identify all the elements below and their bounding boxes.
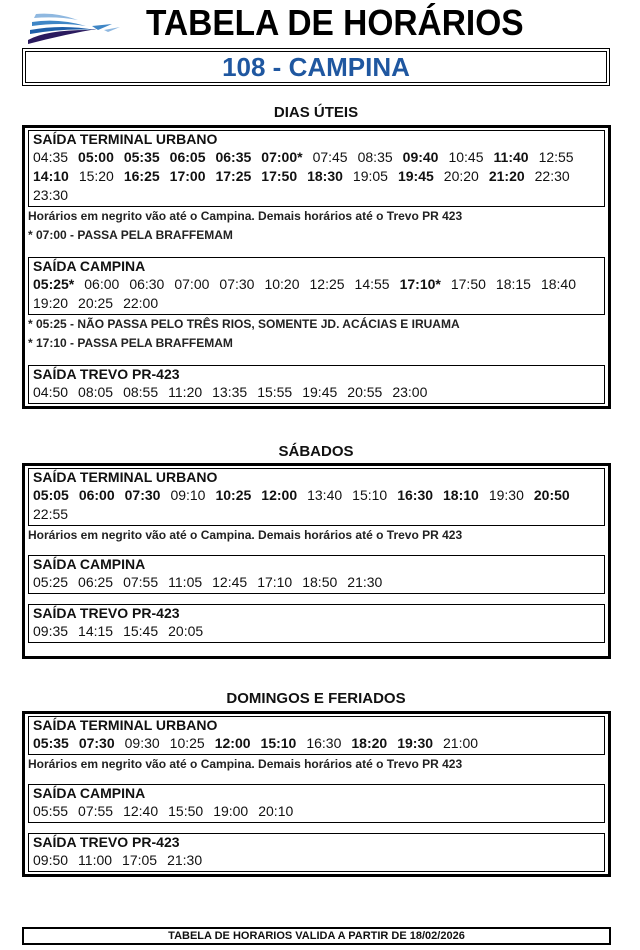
departure-time: 19:45 [302,384,338,400]
departure-times [33,851,600,870]
departure-time: 10:45 [448,149,484,165]
departure-time: 06:35 [215,149,252,165]
departure-time: 05:35 [123,149,160,165]
departure-time: 19:05 [352,168,388,184]
departure-group [28,555,605,594]
departure-times [33,802,600,821]
departure-group [28,716,605,755]
departure-time: 12:55 [538,149,574,165]
departure-time: 20:05 [168,623,204,639]
departure-time: 20:10 [258,803,294,819]
departure-group [28,257,605,315]
schedule-note: * 05:25 - NÃO PASSA PELO TRÊS RIOS, SOMENTE JD. ACÁCIAS E IRUAMA [28,317,460,331]
departure-group [28,468,605,526]
departure-time: 21:20 [488,168,525,184]
departure-time: 07:45 [312,149,348,165]
departure-time: 05:55 [33,803,69,819]
departure-time: 07:30 [124,487,161,503]
departure-time: 12:45 [212,574,248,590]
spacer [25,774,608,782]
departure-time: 05:00 [78,149,114,165]
validity-footer: TABELA DE HORARIOS VALIDA A PARTIR DE 18/02/2026 [22,927,611,945]
day-section-title: DIAS ÚTEIS [273,104,359,121]
departure-times [33,622,600,641]
day-section-title: SÁBADOS [278,443,354,460]
departure-time: 07:55 [78,803,114,819]
spacer [25,353,608,363]
departure-time: 11:00 [78,852,113,868]
schedule-note: * 07:00 - PASSA PELA BRAFFEMAM [28,228,233,242]
departure-time: 08:55 [123,384,159,400]
spacer [25,823,608,831]
departure-time: 15:45 [123,623,159,639]
departure-time: 20:50 [533,487,570,503]
departure-time: 22:30 [534,168,570,184]
departure-time: 09:40 [402,149,439,165]
departure-time: 19:30 [397,735,434,751]
departure-time: 15:10 [352,487,388,503]
departure-time: 05:05 [33,487,69,503]
departure-time: 09:35 [33,623,69,639]
departure-time: 06:30 [129,276,165,292]
departure-time: 17:50 [450,276,486,292]
departure-time: 18:20 [351,735,388,751]
departure-times [33,734,600,753]
schedule-note: Horários em negrito vão até o Campina. Demais horários até o Trevo PR 423 [28,757,463,771]
departure-time: 18:15 [495,276,531,292]
departure-time: 11:05 [168,574,203,590]
departure-group [28,130,605,207]
departure-group-title: SAÍDA TERMINAL URBANO [33,717,218,733]
departure-time: 12:40 [123,803,159,819]
departure-time: 07:00* [261,149,303,165]
route-name: 108 - CAMPINA [222,52,410,82]
departure-time: 06:00 [78,487,115,503]
departure-group [28,784,605,823]
departure-time: 23:30 [33,187,69,203]
departure-time: 04:50 [33,384,69,400]
page-title: TABELA DE HORÁRIOS [146,2,524,43]
departure-group [28,365,605,404]
spacer [25,245,608,255]
departure-time: 23:00 [392,384,428,400]
departure-time: 17:50 [261,168,298,184]
departure-time: 17:25 [215,168,252,184]
day-schedule-box [22,125,611,409]
departure-time: 06:25 [78,574,114,590]
departure-time: 12:25 [309,276,345,292]
departure-time: 20:20 [443,168,479,184]
departure-time: 11:40 [493,149,529,165]
departure-group-title: SAÍDA TERMINAL URBANO [33,469,218,485]
departure-group-title: SAÍDA TREVO PR-423 [33,605,180,621]
departure-time: 22:55 [33,506,69,522]
departure-time: 10:25 [215,487,252,503]
departure-group-title: SAÍDA TREVO PR-423 [33,834,180,850]
departure-time: 08:05 [78,384,114,400]
departure-group-title: SAÍDA CAMPINA [33,258,146,274]
route-box [22,48,610,86]
departure-time: 15:50 [168,803,204,819]
day-section-title: DOMINGOS E FERIADOS [226,690,406,707]
departure-time: 18:10 [443,487,479,503]
departure-time: 18:40 [540,276,576,292]
departure-time: 15:10 [260,735,297,751]
departure-time: 05:25* [33,276,75,292]
wave-ship-logo [26,10,122,44]
departure-time: 17:05 [122,852,158,868]
departure-time: 14:55 [354,276,390,292]
departure-time: 21:00 [443,735,479,751]
departure-times [33,275,600,313]
departure-time: 16:30 [397,487,434,503]
departure-time: 21:30 [167,852,203,868]
departure-time: 09:50 [33,852,69,868]
departure-time: 19:20 [33,295,69,311]
departure-time: 18:30 [307,168,343,184]
departure-time: 14:10 [33,168,69,184]
departure-time: 17:00 [169,168,206,184]
departure-group [28,604,605,643]
departure-time: 05:25 [33,574,69,590]
departure-time: 22:00 [123,295,159,311]
departure-time: 16:30 [306,735,342,751]
departure-times [33,486,600,524]
departure-time: 18:50 [302,574,338,590]
departure-group-title: SAÍDA CAMPINA [33,556,146,572]
departure-time: 10:20 [264,276,300,292]
departure-time: 15:55 [257,384,293,400]
spacer [25,545,608,553]
departure-time: 08:35 [357,149,393,165]
departure-group [28,833,605,872]
schedule-note: * 17:10 - PASSA PELA BRAFFEMAM [28,336,233,350]
departure-time: 07:30 [219,276,255,292]
departure-time: 19:45 [397,168,434,184]
departure-time: 11:20 [168,384,203,400]
departure-group-title: SAÍDA CAMPINA [33,785,146,801]
spacer [25,594,608,602]
departure-group-title: SAÍDA TERMINAL URBANO [33,131,218,147]
day-schedule-box [22,463,611,659]
departure-times [33,573,600,592]
departure-time: 09:30 [124,735,160,751]
departure-time: 21:30 [347,574,383,590]
departure-time: 07:55 [123,574,159,590]
departure-time: 04:35 [33,149,69,165]
departure-time: 20:55 [347,384,383,400]
departure-time: 15:20 [78,168,114,184]
departure-time: 19:00 [213,803,249,819]
departure-time: 17:10* [399,276,441,292]
departure-times [33,148,600,205]
departure-time: 14:15 [78,623,114,639]
departure-time: 17:10 [257,574,293,590]
departure-time: 13:40 [307,487,343,503]
schedule-note: Horários em negrito vão até o Campina. Demais horários até o Trevo PR 423 [28,528,463,542]
departure-time: 12:00 [214,735,251,751]
departure-time: 16:25 [123,168,160,184]
departure-time: 05:35 [33,735,69,751]
departure-times [33,383,600,402]
schedule-note: Horários em negrito vão até o Campina. Demais horários até o Trevo PR 423 [28,209,463,223]
departure-time: 19:30 [488,487,524,503]
departure-time: 12:00 [261,487,298,503]
departure-time: 06:05 [169,149,206,165]
departure-time: 09:10 [170,487,206,503]
departure-time: 07:00 [174,276,210,292]
departure-time: 06:00 [84,276,120,292]
day-schedule-box [22,711,611,877]
departure-time: 10:25 [169,735,205,751]
departure-group-title: SAÍDA TREVO PR-423 [33,366,180,382]
departure-time: 20:25 [78,295,114,311]
departure-time: 07:30 [78,735,115,751]
departure-time: 13:35 [212,384,248,400]
